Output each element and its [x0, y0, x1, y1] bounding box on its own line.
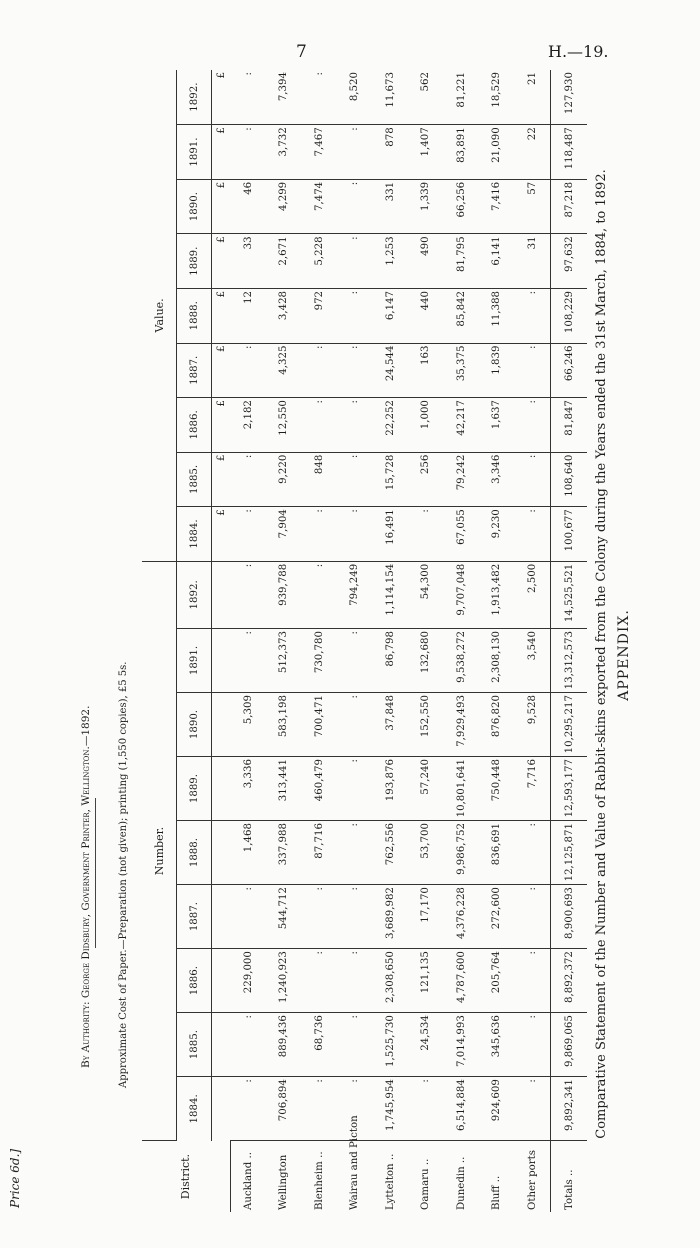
- total-number-cell: 10,295,217: [551, 693, 587, 757]
- number-cell: 4,787,600: [444, 949, 480, 1013]
- currency-symbol: £: [212, 288, 231, 343]
- number-cell: 3,540: [515, 629, 551, 693]
- total-number-cell: 12,125,871: [551, 821, 587, 885]
- value-cell: 12: [230, 288, 266, 343]
- number-cell: 460,479: [302, 757, 338, 821]
- district-name: Lyttelton ..: [384, 1153, 396, 1210]
- number-unit-cell: [212, 1013, 231, 1077]
- number-cell: 152,550: [408, 693, 444, 757]
- value-cell: :: [302, 398, 338, 453]
- total-number-cell: 9,869,065: [551, 1013, 587, 1077]
- approximate-cost-note: Approximate Cost of Paper.—Preparation (not given); printing (1,550 copies), £5 5s.: [118, 661, 129, 1088]
- number-cell: 889,436: [266, 1013, 302, 1077]
- number-cell: :: [337, 949, 373, 1013]
- value-cell: :: [515, 343, 551, 398]
- value-cell: 331: [373, 179, 409, 234]
- totals-label: Totals ..: [551, 1141, 587, 1212]
- years-header-row: [177, 70, 212, 1212]
- number-cell: 750,448: [479, 757, 515, 821]
- number-cell: 2,500: [515, 561, 551, 628]
- value-cell: 440: [408, 288, 444, 343]
- number-cell: 706,894: [266, 1077, 302, 1141]
- value-cell: :: [337, 343, 373, 398]
- number-cell: 345,636: [479, 1013, 515, 1077]
- value-cell: :: [230, 507, 266, 562]
- value-cell: 562: [408, 70, 444, 125]
- number-unit-cell: [212, 885, 231, 949]
- total-value-cell: 66,246: [551, 343, 587, 398]
- number-cell: :: [337, 1077, 373, 1141]
- value-cell: 57: [515, 179, 551, 234]
- value-cell: :: [515, 507, 551, 562]
- number-unit-cell: [212, 821, 231, 885]
- number-cell: :: [302, 949, 338, 1013]
- value-year-header: 1890.: [177, 179, 212, 234]
- value-cell: 5,228: [302, 234, 338, 289]
- currency-symbol: £: [212, 179, 231, 234]
- value-cell: 18,529: [479, 70, 515, 125]
- number-year-header: 1884.: [177, 1077, 212, 1141]
- number-cell: :: [230, 885, 266, 949]
- number-cell: 1,468: [230, 821, 266, 885]
- total-number-cell: 8,900,693: [551, 885, 587, 949]
- value-cell: :: [408, 507, 444, 562]
- divider-rule: [95, 798, 96, 948]
- currency-symbol: £: [212, 234, 231, 289]
- number-unit-cell: [212, 1077, 231, 1141]
- price-note: Price 6d.]: [8, 1148, 22, 1208]
- value-year-header: 1891.: [177, 125, 212, 180]
- value-cell: 33: [230, 234, 266, 289]
- value-cell: 256: [408, 452, 444, 507]
- number-cell: 313,441: [266, 757, 302, 821]
- number-cell: 5,309: [230, 693, 266, 757]
- value-cell: :: [230, 125, 266, 180]
- value-cell: 1,407: [408, 125, 444, 180]
- number-cell: :: [230, 629, 266, 693]
- number-cell: 583,198: [266, 693, 302, 757]
- table-row: [266, 70, 302, 1212]
- number-cell: 544,712: [266, 885, 302, 949]
- number-cell: :: [337, 757, 373, 821]
- number-cell: 730,780: [302, 629, 338, 693]
- table-body: [230, 70, 587, 1212]
- number-cell: 54,300: [408, 561, 444, 628]
- number-cell: 2,308,650: [373, 949, 409, 1013]
- number-cell: 205,764: [479, 949, 515, 1013]
- value-cell: 3,346: [479, 452, 515, 507]
- number-cell: :: [515, 949, 551, 1013]
- number-cell: 24,534: [408, 1013, 444, 1077]
- appendix-title: APPENDIX.: [616, 609, 632, 701]
- number-cell: 1,525,730: [373, 1013, 409, 1077]
- number-unit-cell: [212, 757, 231, 821]
- total-number-cell: 13,312,573: [551, 629, 587, 693]
- number-cell: 924,609: [479, 1077, 515, 1141]
- table-row: [444, 70, 480, 1212]
- number-year-header: 1890.: [177, 693, 212, 757]
- value-cell: 7,467: [302, 125, 338, 180]
- number-cell: 10,801,641: [444, 757, 480, 821]
- number-cell: 57,240: [408, 757, 444, 821]
- value-cell: :: [337, 125, 373, 180]
- document-reference: H.—19.: [548, 42, 609, 61]
- number-year-header: 1892.: [177, 561, 212, 628]
- total-value-cell: 100,677: [551, 507, 587, 562]
- value-cell: 848: [302, 452, 338, 507]
- number-cell: 132,680: [408, 629, 444, 693]
- number-cell: :: [515, 1013, 551, 1077]
- number-cell: 121,135: [408, 949, 444, 1013]
- number-cell: 512,373: [266, 629, 302, 693]
- rotated-content: [0, 48, 700, 1248]
- number-cell: 337,988: [266, 821, 302, 885]
- number-cell: 9,986,752: [444, 821, 480, 885]
- total-value-cell: 97,632: [551, 234, 587, 289]
- number-cell: 4,376,228: [444, 885, 480, 949]
- total-value-cell: 108,640: [551, 452, 587, 507]
- number-cell: 700,471: [302, 693, 338, 757]
- value-cell: 81,221: [444, 70, 480, 125]
- value-cell: :: [515, 288, 551, 343]
- value-cell: 1,000: [408, 398, 444, 453]
- total-value-cell: 127,930: [551, 70, 587, 125]
- value-cell: :: [230, 452, 266, 507]
- value-cell: 1,253: [373, 234, 409, 289]
- number-cell: 9,538,272: [444, 629, 480, 693]
- value-cell: 3,428: [266, 288, 302, 343]
- number-cell: 3,336: [230, 757, 266, 821]
- number-cell: 87,716: [302, 821, 338, 885]
- table-row: [515, 70, 551, 1212]
- value-cell: 1,339: [408, 179, 444, 234]
- number-cell: 37,848: [373, 693, 409, 757]
- value-cell: 8,520: [337, 70, 373, 125]
- page-number: 7: [296, 42, 307, 62]
- total-number-cell: 8,892,372: [551, 949, 587, 1013]
- number-cell: 86,798: [373, 629, 409, 693]
- number-year-header: 1885.: [177, 1013, 212, 1077]
- value-cell: 22,252: [373, 398, 409, 453]
- currency-symbol: £: [212, 507, 231, 562]
- district-header: District.: [142, 1141, 230, 1212]
- value-cell: 35,375: [444, 343, 480, 398]
- number-cell: 3,689,982: [373, 885, 409, 949]
- value-cell: 972: [302, 288, 338, 343]
- number-year-header: 1886.: [177, 949, 212, 1013]
- currency-unit-row: [212, 70, 231, 1212]
- value-cell: 15,728: [373, 452, 409, 507]
- value-cell: :: [337, 288, 373, 343]
- value-cell: 42,217: [444, 398, 480, 453]
- number-cell: :: [337, 629, 373, 693]
- value-cell: 11,673: [373, 70, 409, 125]
- value-cell: 83,891: [444, 125, 480, 180]
- number-cell: 762,556: [373, 821, 409, 885]
- number-year-header: 1889.: [177, 757, 212, 821]
- value-cell: 16,491: [373, 507, 409, 562]
- number-cell: :: [515, 821, 551, 885]
- district-name: Dunedin ..: [455, 1156, 467, 1210]
- number-cell: :: [515, 1077, 551, 1141]
- value-cell: :: [337, 398, 373, 453]
- value-cell: 6,141: [479, 234, 515, 289]
- table-row: [479, 70, 515, 1212]
- value-cell: :: [337, 452, 373, 507]
- currency-symbol: £: [212, 70, 231, 125]
- value-cell: 2,182: [230, 398, 266, 453]
- value-cell: :: [337, 507, 373, 562]
- district-name: Wellington: [278, 1154, 290, 1210]
- value-cell: 22: [515, 125, 551, 180]
- number-cell: 1,745,954: [373, 1077, 409, 1141]
- number-cell: 7,929,493: [444, 693, 480, 757]
- value-cell: 2,671: [266, 234, 302, 289]
- number-cell: :: [230, 561, 266, 628]
- number-unit-cell: [212, 629, 231, 693]
- district-name: Blenheim ..: [313, 1151, 325, 1210]
- number-cell: 1,240,923: [266, 949, 302, 1013]
- table-row: [408, 70, 444, 1212]
- total-value-cell: 118,487: [551, 125, 587, 180]
- number-cell: 836,691: [479, 821, 515, 885]
- number-cell: :: [302, 1077, 338, 1141]
- currency-symbol: £: [212, 452, 231, 507]
- value-cell: 7,904: [266, 507, 302, 562]
- number-cell: 17,170: [408, 885, 444, 949]
- number-cell: :: [408, 1077, 444, 1141]
- number-cell: 9,707,048: [444, 561, 480, 628]
- value-cell: 7,394: [266, 70, 302, 125]
- total-number-cell: 12,593,177: [551, 757, 587, 821]
- number-cell: 7,716: [515, 757, 551, 821]
- number-cell: 53,700: [408, 821, 444, 885]
- number-cell: :: [302, 561, 338, 628]
- total-value-cell: 108,229: [551, 288, 587, 343]
- number-cell: :: [337, 693, 373, 757]
- table-row: [373, 70, 409, 1212]
- table-caption: Comparative Statement of the Number and Value of Rabbit-skins exported from the Colony during the Years ended the 31st March, 1884, to 1892.: [594, 169, 609, 1139]
- total-number-cell: 14,525,521: [551, 561, 587, 628]
- total-value-cell: 87,218: [551, 179, 587, 234]
- number-unit-cell: [212, 693, 231, 757]
- value-cell: :: [515, 398, 551, 453]
- value-year-header: 1884.: [177, 507, 212, 562]
- value-cell: :: [337, 234, 373, 289]
- number-cell: :: [337, 1013, 373, 1077]
- value-cell: 11,388: [479, 288, 515, 343]
- value-cell: :: [302, 70, 338, 125]
- value-cell: 67,055: [444, 507, 480, 562]
- number-year-header: 1891.: [177, 629, 212, 693]
- value-cell: 66,256: [444, 179, 480, 234]
- value-cell: :: [230, 343, 266, 398]
- number-cell: :: [515, 885, 551, 949]
- currency-symbol: £: [212, 398, 231, 453]
- value-cell: 9,220: [266, 452, 302, 507]
- value-year-header: 1886.: [177, 398, 212, 453]
- district-name: Wairau and Picton: [349, 1115, 361, 1210]
- value-year-header: 1888.: [177, 288, 212, 343]
- number-cell: 229,000: [230, 949, 266, 1013]
- value-year-header: 1887.: [177, 343, 212, 398]
- number-cell: 794,249: [337, 561, 373, 628]
- number-cell: 6,514,884: [444, 1077, 480, 1141]
- total-number-cell: 9,892,341: [551, 1077, 587, 1141]
- number-unit-cell: [212, 561, 231, 628]
- value-year-header: 1889.: [177, 234, 212, 289]
- value-cell: 7,474: [302, 179, 338, 234]
- value-cell: 4,325: [266, 343, 302, 398]
- printer-authority: By Authority: George Didsbury, Government Printer, Wellington.—1892.: [80, 705, 92, 1068]
- value-cell: 24,544: [373, 343, 409, 398]
- value-cell: 21,090: [479, 125, 515, 180]
- number-cell: 68,736: [302, 1013, 338, 1077]
- number-cell: 1,913,482: [479, 561, 515, 628]
- value-cell: 490: [408, 234, 444, 289]
- value-year-header: 1892.: [177, 70, 212, 125]
- number-cell: 2,308,130: [479, 629, 515, 693]
- value-cell: 4,299: [266, 179, 302, 234]
- number-year-header: 1888.: [177, 821, 212, 885]
- total-value-cell: 81,847: [551, 398, 587, 453]
- table-row: [302, 70, 338, 1212]
- currency-symbol: £: [212, 343, 231, 398]
- totals-row: [551, 70, 587, 1212]
- district-name: Oamaru ..: [420, 1158, 432, 1210]
- value-cell: 3,732: [266, 125, 302, 180]
- number-cell: :: [337, 885, 373, 949]
- value-cell: 6,147: [373, 288, 409, 343]
- number-cell: :: [230, 1013, 266, 1077]
- table-row: [230, 70, 266, 1212]
- number-year-header: 1887.: [177, 885, 212, 949]
- value-cell: 85,842: [444, 288, 480, 343]
- value-cell: :: [515, 452, 551, 507]
- value-cell: 1,839: [479, 343, 515, 398]
- value-cell: 1,637: [479, 398, 515, 453]
- number-cell: 7,014,993: [444, 1013, 480, 1077]
- number-cell: :: [337, 821, 373, 885]
- value-cell: 21: [515, 70, 551, 125]
- value-cell: :: [337, 179, 373, 234]
- number-cell: :: [230, 1077, 266, 1141]
- number-cell: 193,876: [373, 757, 409, 821]
- value-cell: 163: [408, 343, 444, 398]
- number-cell: 939,788: [266, 561, 302, 628]
- value-cell: 7,416: [479, 179, 515, 234]
- number-cell: 1,114,154: [373, 561, 409, 628]
- value-cell: 46: [230, 179, 266, 234]
- value-cell: 9,230: [479, 507, 515, 562]
- district-name: Bluff ..: [491, 1175, 503, 1210]
- number-cell: 9,528: [515, 693, 551, 757]
- district-name: Auckland ..: [242, 1152, 254, 1210]
- value-cell: 878: [373, 125, 409, 180]
- number-unit-cell: [212, 949, 231, 1013]
- value-group-header: Value.: [142, 70, 177, 561]
- value-cell: :: [302, 507, 338, 562]
- value-year-header: 1885.: [177, 452, 212, 507]
- value-cell: :: [230, 70, 266, 125]
- number-cell: 876,820: [479, 693, 515, 757]
- value-cell: 81,795: [444, 234, 480, 289]
- currency-symbol: £: [212, 125, 231, 180]
- rabbit-skins-table: [142, 70, 587, 1212]
- district-name: Other ports: [527, 1150, 539, 1210]
- number-cell: :: [302, 885, 338, 949]
- value-cell: 31: [515, 234, 551, 289]
- number-cell: 272,600: [479, 885, 515, 949]
- table-row: [337, 70, 373, 1212]
- value-cell: 79,242: [444, 452, 480, 507]
- number-group-header: Number.: [142, 561, 177, 1140]
- value-cell: 12,550: [266, 398, 302, 453]
- value-cell: :: [302, 343, 338, 398]
